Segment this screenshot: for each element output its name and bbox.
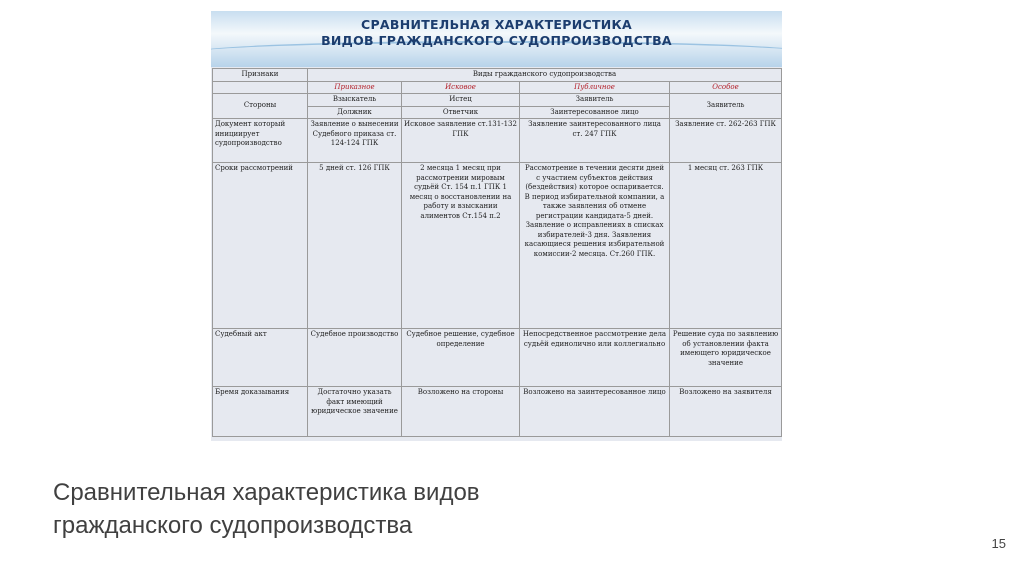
terms-isk: 2 месяца 1 месяц при рассмотрении мировым судьёй Ст. 154 п.1 ГПК 1 месяц о восстановлении на работу и взыскании алиментов Ст.154 п.2 — [402, 163, 520, 329]
page-number: 15 — [991, 536, 1006, 551]
table-row-doc — [213, 119, 782, 163]
types-empty-cell — [213, 81, 308, 94]
act-publ: Непосредственное рассмотрение дела судьёй единолично или коллегиально — [520, 329, 670, 387]
table-row-act — [213, 329, 782, 387]
comparison-table-image — [211, 11, 782, 441]
table-types-row — [213, 81, 782, 94]
row-label-proof: Бремя доказывания — [213, 387, 308, 437]
banner-title-line-1: СРАВНИТЕЛЬНАЯ ХАРАКТЕРИСТИКА — [360, 17, 633, 32]
parties-isk-1: Истец — [402, 94, 520, 107]
type-isk: Исковое — [402, 81, 520, 94]
header-types: Виды гражданского судопроизводства — [308, 69, 782, 82]
row-label-act: Судебный акт — [213, 329, 308, 387]
proof-osob: Возложено на заявителя — [670, 387, 782, 437]
terms-prikaz: 5 дней ст. 126 ГПК — [308, 163, 402, 329]
doc-publ: Заявление заинтересованного лица ст. 247 ГПК — [520, 119, 670, 163]
row-label-parties: Стороны — [213, 94, 308, 119]
terms-publ: Рассмотрение в течении десяти дней с участием субъектов действия (бездействия) которое оспаривается. В период избирательной компании, а также заявления об отмене регистрации кандидата-5 дней. Заявление о исправлениях в списках избирателей-3 дня. Заявления касающиеся решения избирательной комиссии-2 месяца. Ст.260 ГПК. — [520, 163, 670, 329]
header-sign: Признаки — [213, 69, 308, 82]
parties-publ-1: Заявитель — [520, 94, 670, 107]
slide-title-line-2: гражданского судопроизводства — [53, 512, 413, 539]
type-osob: Особое — [670, 81, 782, 94]
slide-title — [53, 476, 480, 542]
terms-osob: 1 месяц ст. 263 ГПК — [670, 163, 782, 329]
row-label-terms: Сроки рассмотрений — [213, 163, 308, 329]
table-row-terms — [213, 163, 782, 329]
doc-prikaz: Заявление о вынесении Судебного приказа ст. 124-124 ГПК — [308, 119, 402, 163]
table-banner — [211, 11, 782, 67]
banner-title — [211, 17, 782, 49]
parties-osob: Заявитель — [670, 94, 782, 119]
parties-prikaz-1: Взыскатель — [308, 94, 402, 107]
doc-osob: Заявление ст. 262-263 ГПК — [670, 119, 782, 163]
proof-publ: Возложено на заинтересованное лицо — [520, 387, 670, 437]
table-row-proof — [213, 387, 782, 437]
proof-prikaz: Достаточно указать факт имеющий юридическое значение — [308, 387, 402, 437]
row-label-doc: Документ который инициирует судопроизводство — [213, 119, 308, 163]
parties-publ-2: Заинтересованное лицо — [520, 106, 670, 119]
table-header-row — [213, 69, 782, 82]
act-osob: Решение суда по заявлению об установлении факта имеющего юридическое значение — [670, 329, 782, 387]
slide-title-line-1: Сравнительная характеристика видов — [53, 479, 480, 506]
type-publ: Публичное — [520, 81, 670, 94]
table-row-parties-1 — [213, 94, 782, 107]
comparison-table — [212, 68, 782, 437]
parties-prikaz-2: Должник — [308, 106, 402, 119]
proof-isk: Возложено на стороны — [402, 387, 520, 437]
act-prikaz: Судебное производство — [308, 329, 402, 387]
parties-isk-2: Ответчик — [402, 106, 520, 119]
doc-isk: Исковое заявление ст.131-132 ГПК — [402, 119, 520, 163]
act-isk: Судебное решение, судебное определение — [402, 329, 520, 387]
banner-title-line-2: ВИДОВ ГРАЖДАНСКОГО СУДОПРОИЗВОДСТВА — [321, 33, 672, 48]
type-prikaz: Приказное — [308, 81, 402, 94]
